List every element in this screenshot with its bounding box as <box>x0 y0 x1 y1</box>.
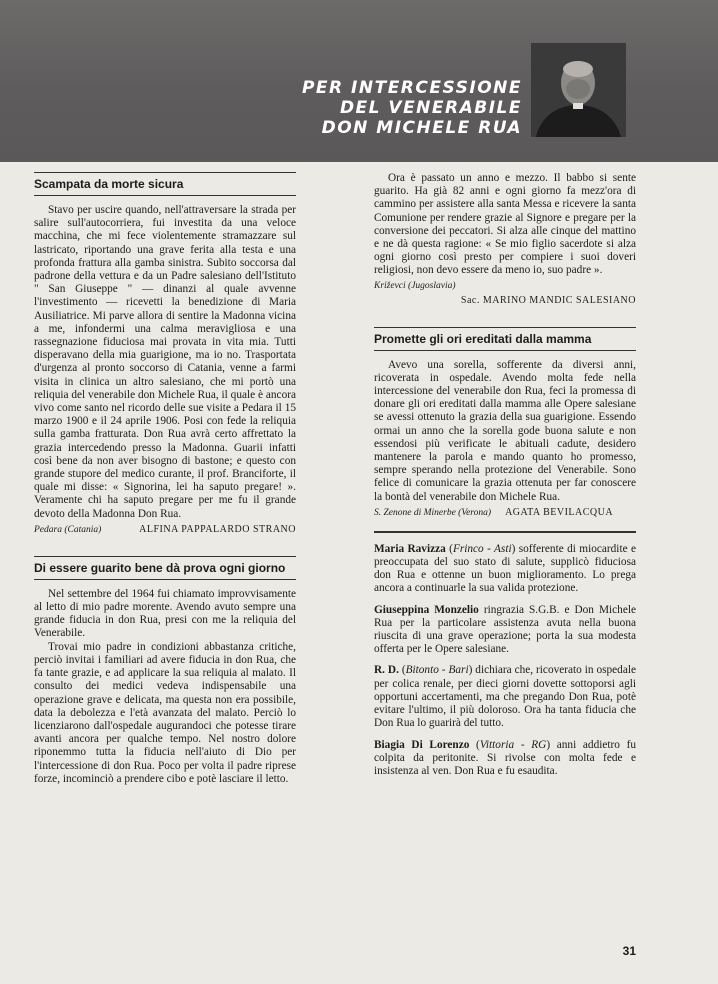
divider <box>374 350 636 351</box>
divider <box>374 531 636 533</box>
banner-title-line-3: DON MICHELE RUA <box>321 118 522 138</box>
article-place: Križevci (Jugoslavia) <box>374 280 456 291</box>
article-author: AGATA BEVILACQUA <box>505 506 614 518</box>
short-item: Biagia Di Lorenzo (Vittoria - RG) anni addietro fu colpita da peritonite. Si rivolse con molta fede e insistenza al ven. Don Rua e fu esaudita. <box>374 738 637 777</box>
article-heading: Scampata da morte sicura <box>34 177 184 191</box>
article-heading: Promette gli ori ereditati dalla mamma <box>374 331 592 346</box>
article-body: Avevo una sorella, sofferente da diversi anni, ricoverata in ospedale. Avendo molta fede nella intercessione del venerabile don Rua, feci la promessa di donare gli ori ereditati dalla mamma alle Opere salesiane se avessi ottenuto la grazia della sua guarigione. Essendo ormai un anno che la sorella gode buona salute e non essendosi più verificate le abituali cadute, desidero mantenere la parola e mando quanto ho promesso, sempre sperando nella protezione del Venerabile. Sono felice di comunicare la grazia ottenuta per far conoscere la bontà del venerabile don Michele Rua. <box>374 358 636 503</box>
short-item-name: Giuseppina Monzelio <box>374 603 479 616</box>
short-item-text: anni addietro fu colpita da peritonite. Si rivolse con molta fede e insistenza al ven. Don Rua e fu esaudita. <box>374 738 637 777</box>
banner-title-line-2: DEL VENERABILE <box>339 98 522 118</box>
article-signature-line <box>34 524 296 536</box>
article-author: Sac. MARINO MANDIC SALESIANO <box>460 294 636 306</box>
page-number: 31 <box>622 944 636 958</box>
right-column <box>374 172 636 778</box>
short-item: R. D. (Bitonto - Bari) dichiara che, ricoverato in ospedale per colica renale, per dieci giorni dovette sottoporsi agli opportuni accertamenti, ma che pregando Don Rua, potè evitare l'ultimo, il più doloroso. Ora ha tanta fiducia che Don Rua lo guarirà del tutto. <box>374 664 636 730</box>
article-heading: Di essere guarito bene dà prova ogni giorno <box>34 560 286 575</box>
article-body: Nel settembre del 1964 fui chiamato improvvisamente al letto di mio padre morente. Avendo avuto sempre una grande fiducia in don Rua, presi con me la reliquia del Venerabile. <box>34 587 296 640</box>
short-item-name: Biagia Di Lorenzo <box>374 738 470 751</box>
short-item-place: Frinco - Asti <box>452 542 512 555</box>
short-item <box>374 604 636 657</box>
short-item-text: ringrazia S.G.B. e Don Michele Rua per la particolare assistenza avuta nella buona riuscita di una grave operazione; porta la sua modesta offerta per le Opere salesiane. <box>374 603 636 656</box>
short-item-text: dichiara che, ricoverato in ospedale per colica renale, per dieci giorni dovette sottoporsi agli opportuni accertamenti, ma che pregando Don Rua, potè evitare l'ultimo, il più doloroso. Ora ha tanta fiducia che Don Rua lo guarirà del tutto. <box>374 664 636 730</box>
article-body: Trovai mio padre in condizioni abbastanza critiche, perciò invitai i familiari ad avere fiducia in don Rua, che fa tante grazie, e ad applicare la sua reliquia al malato. Il consulto dei medici vedeva indispensabile una operazione grave e delicata, ma questa non era possibile, data la debolezza e l'età avanzata del malato. Perciò lo licenziarono dall'ospedale augurandoci che potesse tirare avanti ancora per qualche tempo. Nel nostro dolore riponemmo tutta la fiducia nell'aiuto di Dio per l'intercessione di don Rua. Poco per volta il padre riprese forze, incominciò a prendere cibo e potè lasciare il letto. <box>34 640 296 785</box>
header-banner <box>0 0 718 162</box>
short-item-text: sofferente di miocardite e preoccupata del suo stato di salute, supplicò fiduciosa don Rua e ottenne un buon miglioramento. Lo prega ancora a continuarle la sua valida protezione. <box>374 542 636 595</box>
short-item-place: Bitonto - Bari <box>405 664 469 677</box>
article-body: Ora è passato un anno e mezzo. Il babbo si sente guarito. Ha già 82 anni e ogni giorno fa mezz'ora di cammino per assistere alla santa Messa e ricevere la santa Comunione per rendere grazie al Signore e pregare per la conversione dei peccatori. Si alza alle cinque del mattino e ne dà questa ragione: « Se mio figlio sacerdote si alza ogni giorno così presto per compiere i suoi doveri religiosi, non devo essere da meno io, suo padre ». <box>374 172 636 277</box>
banner-title <box>302 78 522 138</box>
divider <box>34 195 296 196</box>
short-item: Maria Ravizza (Frinco - Asti) sofferente di miocardite e preoccupata del suo stato di salute, supplicò fiduciosa don Rua e ottenne un buon miglioramento. Lo prega ancora a continuarle la sua valida protezione. <box>374 542 636 595</box>
article-signature-line <box>374 507 636 519</box>
divider <box>34 579 296 580</box>
article-body: Stavo per uscire quando, nell'attraversare la strada per salire sull'autocorriera, fui investita da una veloce macchina, che mi fece violentemente stramazzare sul lastricato, riportando una grave ferita alla testa e una profonda frattura alla gamba sinistra. Subito soccorsa dal padrone della vettura e da un Padre salesiano dell'Istituto " San Giuseppe " — dinanzi al quale avvenne l'investimento — ricevetti la benedizione di Maria Ausiliatrice. Mi parve allora di sentire la Madonna vicina a me, infondermi una calma meravigliosa e una rassegnazione fiduciosa mai provata in vita mia. Tutti disperavano della mia guarigione, ma io no. Trasportata d'urgenza al pronto soccorso di Catania, venne a farmi visita in clinica un altro salesiano, che mi portò una reliquia del venerabile don Michele Rua, il quale è ancora vivo come santo nel ricordo delle sue visite a Pedara il 15 marzo 1900 e il 24 aprile 1906. Posi con fede la reliquia sulla gamba fratturata. Don Rua avrà certo affrettato la grazia intercedendo presso la Madonna. Guarii infatti così bene da non aver bisogno di bastone; e questo con grande stupore del medico curante, il prof. Branciforte, il quale mi disse: « Signorina, lei ha saputo pregare! ». Veramente chi ha saputo pregare per me fu il grande devoto della Madonna Don Rua. <box>34 204 296 520</box>
short-item-name: R. D. <box>374 664 399 677</box>
portrait-photo <box>531 43 626 137</box>
short-item-place: Vittoria - RG <box>479 738 547 751</box>
banner-title-line-1: PER INTERCESSIONE <box>301 78 522 98</box>
left-column <box>34 172 296 786</box>
short-item-name: Maria Ravizza <box>374 542 446 555</box>
article-place: Pedara (Catania) <box>34 524 102 535</box>
article-place: S. Zenone di Minerbe (Verona) <box>374 507 492 518</box>
article-author: ALFINA PAPPALARDO STRANO <box>139 523 296 535</box>
